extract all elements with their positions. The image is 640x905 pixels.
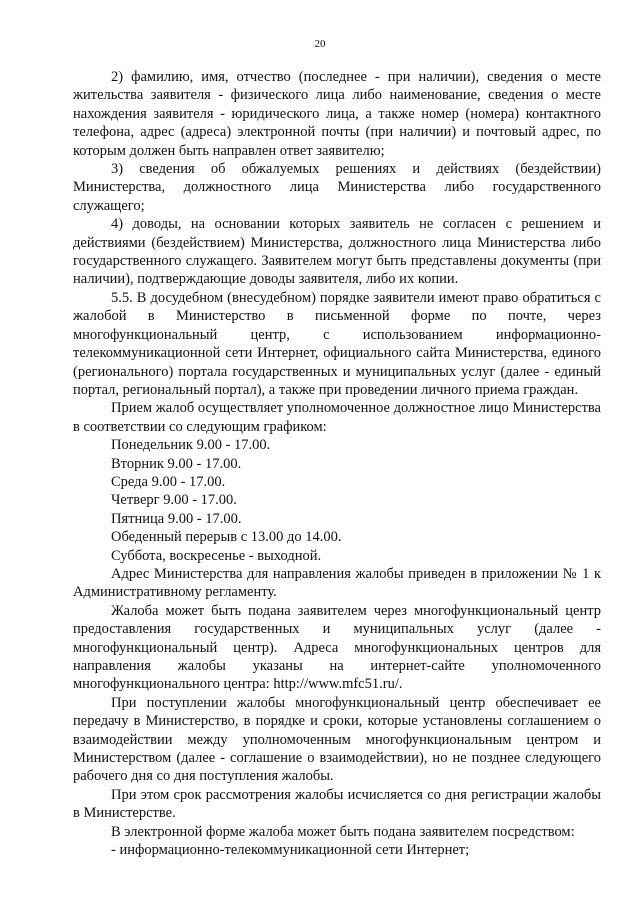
paragraph-item-2: 2) фамилию, имя, отчество (последнее - при наличии), сведения о месте жительства заявителя - физического лица либо наименование, сведения о месте нахождения заявителя - юридического лица, а также номер (номера) контактного телефона, адрес (адреса) электронной почты (при наличии) и почтовый адрес, по которым должен быть направлен ответ заявителю; (73, 69, 601, 159)
schedule-weekend: Суббота, воскресенье - выходной. (111, 547, 322, 564)
paragraph-reception: Прием жалоб осуществляет уполномоченное должностное лицо Министерства в соответствии со следующим графиком: (73, 400, 601, 435)
paragraph-electronic-form: В электронной форме жалоба может быть подана заявителем посредством: (111, 823, 575, 840)
paragraph-mfc-submission: Жалоба может быть подана заявителем через многофункциональный центр предоставления государственных и муниципальных услуг (далее - многофункциональный центр). Адреса многофункциональных центров для направления жалобы указаны на интернет-сайте уполномоченного многофункционального центра: http://www.mfc51.ru/. (73, 602, 601, 693)
paragraph-internet-item: - информационно-телекоммуникационной сети Интернет; (111, 842, 470, 859)
schedule-friday: Пятница 9.00 - 17.00. (111, 510, 242, 527)
document-body (73, 68, 601, 859)
paragraph-item-3: 3) сведения об обжалуемых решениях и действиях (бездействии) Министерства, должностного лица Министерства либо государственного служащего; (73, 161, 601, 214)
schedule-wednesday: Среда 9.00 - 17.00. (111, 473, 226, 490)
schedule-tuesday: Вторник 9.00 - 17.00. (111, 455, 242, 472)
schedule-lunch-break: Обеденный перерыв с 13.00 до 14.00. (111, 529, 342, 546)
schedule-thursday: Четверг 9.00 - 17.00. (111, 492, 237, 509)
paragraph-mfc-transfer: При поступлении жалобы многофункциональный центр обеспечивает ее передачу в Министерство, в порядке и сроки, которые установлены соглашением о взаимодействии между уполномоченным многофункциональным центром и Министерством (далее - соглашение о взаимодействии), но не позднее следующего рабочего дня со дня поступления жалобы. (73, 694, 601, 785)
paragraph-5-5: 5.5. В досудебном (внесудебном) порядке заявители имеют право обратиться с жалобой в Министерство в письменной форме по почте, через многофункциональный центр, с использованием информационно-телекоммуникационной сети Интернет, официального сайта Министерства, единого (регионального) портала государственных и муниципальных услуг (далее - единый портал, региональный портал), а также при проведении личного приема граждан. (73, 289, 601, 398)
paragraph-item-4: 4) доводы, на основании которых заявитель не согласен с решением и действиями (бездействием) Министерства, должностного лица Министерства либо государственного служащего. Заявителем могут быть представлены документы (при наличии), подтверждающие доводы заявителя, либо их копии. (73, 216, 601, 288)
paragraph-ministry-address: Адрес Министерства для направления жалобы приведен в приложении № 1 к Административному регламенту. (73, 565, 601, 601)
paragraph-review-term: При этом срок рассмотрения жалобы исчисляется со дня регистрации жалобы в Министерстве. (73, 786, 601, 822)
page-number: 20 (314, 38, 326, 50)
schedule-monday: Понедельник 9.00 - 17.00. (111, 437, 271, 454)
